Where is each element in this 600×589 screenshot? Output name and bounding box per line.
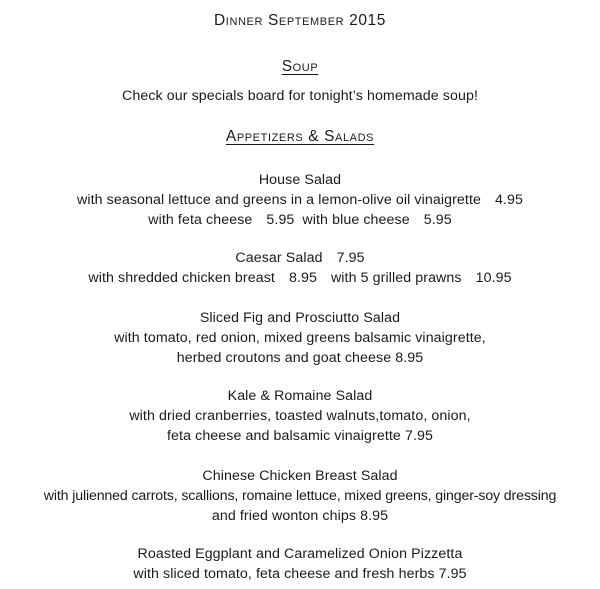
caesar-salad-options [0, 270, 600, 286]
blue-cheese-option-desc: with blue cheese [302, 212, 410, 228]
kale-salad-desc-1: with dried cranberries, toasted walnuts,tomato, onion, [129, 408, 471, 424]
prawns-option-desc: with 5 grilled prawns [330, 270, 462, 286]
house-salad-price: 4.95 [494, 192, 523, 208]
chinese-chicken-salad-desc-2: and fried wonton chips 8.95 [211, 508, 389, 524]
appetizers-heading-text: Appetizers & Salads [225, 128, 375, 145]
soup-heading-text: Soup [281, 58, 319, 75]
appetizers-heading [0, 128, 600, 146]
fig-salad-name: Sliced Fig and Prosciutto Salad [199, 310, 401, 326]
house-salad-options [0, 212, 600, 228]
menu-title: Dinner September 2015 [214, 12, 386, 29]
soup-description: Check our specials board for tonight’s homemade soup! [122, 88, 478, 104]
feta-option-price: 5.95 [266, 212, 295, 228]
blue-cheese-option-price: 5.95 [423, 212, 452, 228]
pizzetta-name: Roasted Eggplant and Caramelized Onion Pizzetta [137, 546, 463, 562]
house-salad-name: House Salad [258, 172, 342, 188]
feta-option-desc: with feta cheese [148, 212, 253, 228]
chicken-option-price: 8.95 [288, 270, 317, 286]
soup-heading [0, 58, 600, 76]
chinese-chicken-salad-name: Chinese Chicken Breast Salad [202, 468, 398, 484]
caesar-salad-name: Caesar Salad [235, 250, 323, 266]
fig-salad-desc-2: herbed croutons and goat cheese 8.95 [176, 350, 424, 366]
house-salad-desc [0, 192, 600, 208]
caesar-salad-price: 7.95 [336, 250, 365, 266]
kale-salad-desc-2: feta cheese and balsamic vinaigrette 7.95 [167, 428, 433, 444]
kale-salad-name: Kale & Romaine Salad [227, 388, 373, 404]
house-salad-desc-text: with seasonal lettuce and greens in a lemon-olive oil vinaigrette [77, 192, 481, 208]
pizzetta-desc: with sliced tomato, feta cheese and fresh herbs 7.95 [133, 566, 467, 582]
chicken-option-desc: with shredded chicken breast [88, 270, 275, 286]
fig-salad-desc-1: with tomato, red onion, mixed greens balsamic vinaigrette, [114, 330, 486, 346]
caesar-salad-heading [0, 250, 600, 266]
chinese-chicken-salad-desc-1: with julienned carrots, scallions, romaine lettuce, mixed greens, ginger-soy dressing [43, 488, 557, 504]
prawns-option-price: 10.95 [475, 270, 512, 286]
